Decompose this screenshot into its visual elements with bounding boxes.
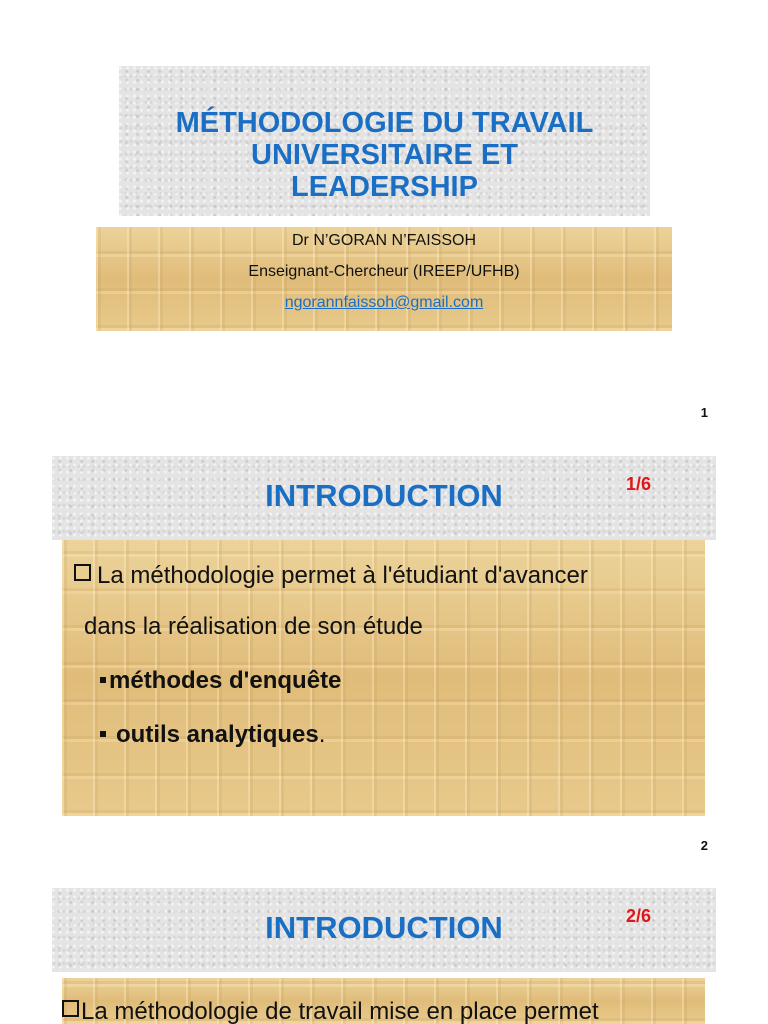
slide2-line-2: dans la réalisation de son étude	[84, 613, 423, 640]
slide3-body	[62, 978, 705, 1024]
slide3-counter: 2/6	[626, 906, 652, 926]
slide2-counter: 1/6	[626, 474, 652, 494]
checkbox-square-icon	[62, 1000, 79, 1017]
square-bullet-icon	[100, 677, 106, 683]
slide2-bullet-2-suffix: .	[318, 721, 326, 748]
page-number-1: 1	[700, 405, 708, 420]
slide2-header	[52, 456, 716, 540]
slide2-bullet-2-text: outils analytiques	[116, 721, 319, 748]
slide2-bullet-1	[100, 667, 341, 695]
slide3-line-1-text: La méthodologie de travail mise en place permet	[81, 998, 599, 1024]
cover-title-line-1: MÉTHODOLOGIE DU TRAVAIL	[175, 107, 594, 139]
slide2-heading: INTRODUCTION	[265, 478, 503, 513]
author-role: Enseignant-Chercheur (IREEP/UFHB)	[248, 263, 520, 280]
slide3-header	[52, 888, 716, 972]
cover-author-box	[96, 227, 672, 331]
cover-title-line-2: UNIVERSITAIRE ET	[251, 139, 518, 171]
slide2-line-1	[74, 562, 588, 590]
slide3-heading: INTRODUCTION	[265, 910, 503, 945]
checkbox-square-icon	[74, 564, 91, 581]
slide2-bullet-2	[100, 721, 325, 749]
slide2-line-1-text: La méthodologie permet à l'étudiant d'avancer	[97, 562, 588, 589]
author-email-link[interactable]: ngorannfaissoh@gmail.com	[284, 294, 484, 311]
author-name: Dr N’GORAN N’FAISSOH	[291, 232, 476, 249]
slide2-body	[62, 540, 705, 816]
slide3-line-1	[62, 998, 599, 1024]
square-bullet-icon	[100, 731, 106, 737]
cover-title-line-3: LEADERSHIP	[291, 171, 478, 203]
page-number-2: 2	[700, 838, 708, 853]
slide2-bullet-1-text: méthodes d'enquête	[109, 667, 342, 694]
cover-title-box	[119, 66, 650, 216]
